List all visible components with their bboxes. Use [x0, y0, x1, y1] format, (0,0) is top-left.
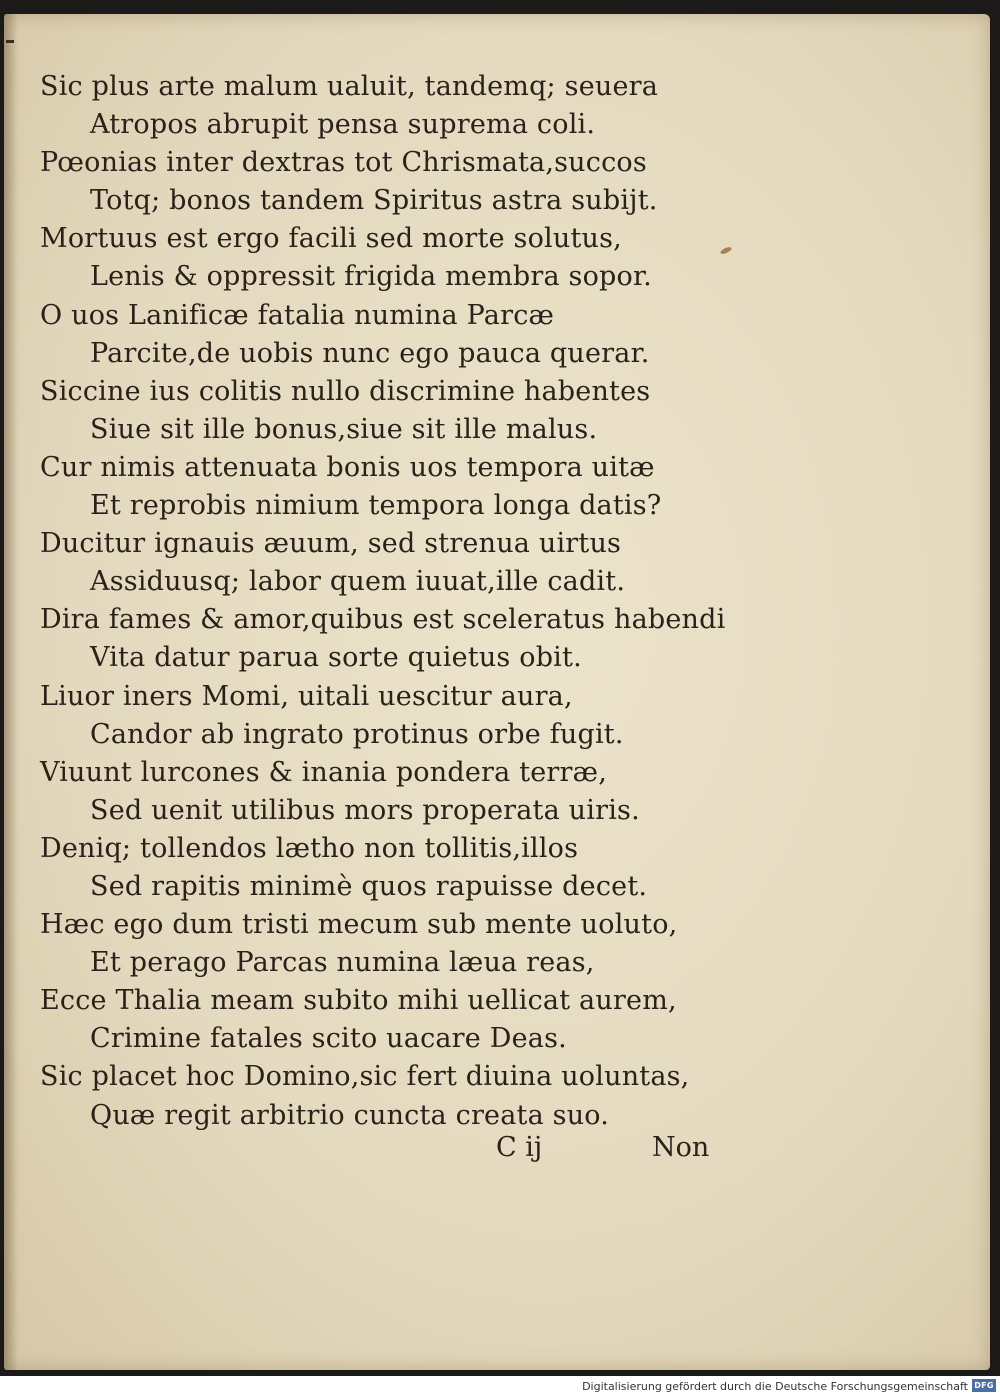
- poem-text: [40, 68, 760, 1135]
- poem-line: Et perago Parcas numina læua reas,: [90, 947, 595, 979]
- poem-line: Ducitur ignauis æuum, sed strenua uirtus: [40, 528, 622, 560]
- poem-line: Hæc ego dum tristi mecum sub mente uoluto,: [40, 909, 678, 941]
- poem-line: Viuunt lurcones & inania pondera terræ,: [40, 756, 607, 788]
- poem-line: Lenis & oppressit frigida membra sopor.: [90, 261, 652, 293]
- poem-line: Ecce Thalia meam subito mihi uellicat aurem,: [40, 985, 677, 1017]
- poem-line: Siccine ius colitis nullo discrimine habentes: [40, 375, 651, 407]
- poem-line: Sed uenit utilibus mors properata uiris.: [90, 794, 640, 826]
- poem-line: Mortuus est ergo facili sed morte solutus,: [40, 223, 622, 255]
- signature-mark: C ij: [496, 1132, 543, 1163]
- catchword: Non: [652, 1132, 710, 1163]
- poem-line: Liuor iners Momi, uitali uescitur aura,: [40, 680, 573, 712]
- poem-line: Sic placet hoc Domino,sic fert diuina uoluntas,: [40, 1061, 690, 1093]
- poem-line: Parcite,de uobis nunc ego pauca querar.: [90, 337, 650, 369]
- poem-line: Cur nimis attenuata bonis uos tempora uitæ: [40, 451, 655, 483]
- poem-line: Pœonias inter dextras tot Chrismata,succos: [40, 147, 647, 179]
- poem-line: Totq; bonos tandem Spiritus astra subijt.: [90, 185, 658, 217]
- poem-line: Dira fames & amor,quibus est sceleratus habendi: [40, 604, 726, 636]
- poem-line: Sed rapitis minimè quos rapuisse decet.: [90, 870, 648, 902]
- edge-mark: [6, 40, 14, 43]
- poem-line: Siue sit ille bonus,siue sit ille malus.: [90, 413, 598, 445]
- binding-edge: [4, 14, 18, 1370]
- poem-line: O uos Lanificæ fatalia numina Parcæ: [40, 299, 555, 331]
- poem-line: Crimine fatales scito uacare Deas.: [90, 1023, 567, 1055]
- dfg-logo-icon: DFG: [972, 1379, 996, 1392]
- funding-credit: Digitalisierung gefördert durch die Deutsche Forschungsgemeinschaft: [582, 1380, 968, 1393]
- poem-line: Assiduusq; labor quem iuuat,ille cadit.: [90, 566, 626, 598]
- footer-bar: [0, 1376, 1000, 1397]
- poem-line: Vita datur parua sorte quietus obit.: [90, 642, 582, 674]
- poem-line: Atropos abrupit pensa suprema coli.: [90, 109, 596, 141]
- poem-line: Sic plus arte malum ualuit, tandemq; seuera: [40, 71, 659, 102]
- poem-line: Deniq; tollendos læthо non tollitis,illos: [40, 832, 579, 864]
- poem-line: Quæ regit arbitrio cuncta creata suo.: [90, 1099, 610, 1131]
- poem-line: Et reprobis nimium tempora longa datis?: [90, 490, 662, 522]
- poem-line: Candor ab ingrato protinus orbe fugit.: [90, 718, 624, 750]
